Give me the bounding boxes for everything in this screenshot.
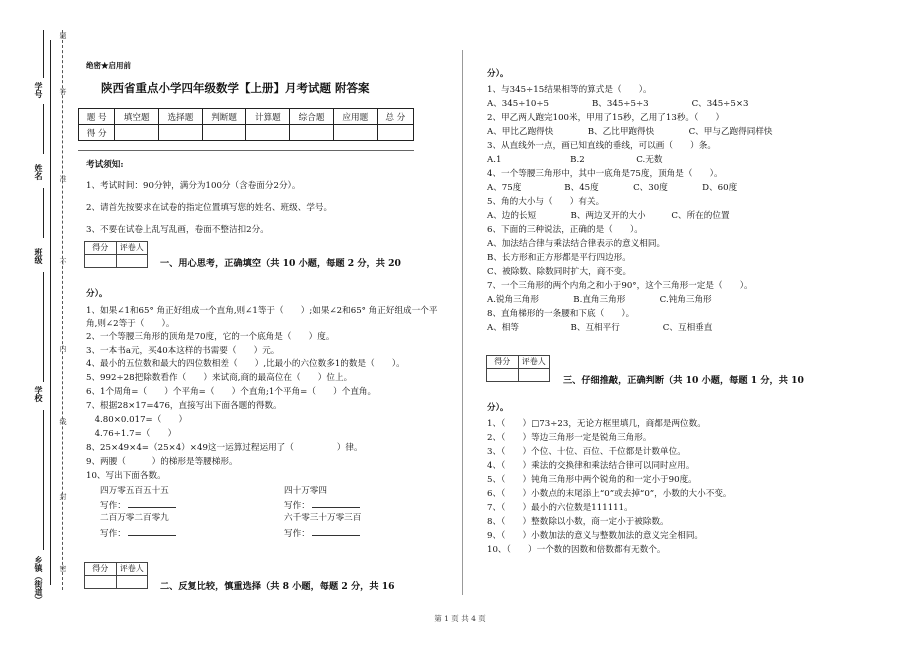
question-line: 10、写出下面各数。 [86, 471, 166, 481]
section2-heading-cont: 分）。 [487, 69, 509, 79]
question-line: 4、最小的五位数和最大的四位数相差（ ）,比最小的六位数多1的数是（ ）。 [86, 359, 405, 369]
seal-char-3: 准 [59, 175, 67, 182]
write-label: 写作： [284, 529, 310, 539]
page-title: 陕西省重点小学四年级数学【上册】月考试题 附答案 [101, 81, 370, 95]
write-answer [284, 528, 360, 539]
write-label: 写作： [100, 529, 126, 539]
write-answer [100, 528, 176, 539]
label-township: 乡镇（街道） [34, 556, 44, 604]
grader-name-field[interactable] [518, 369, 550, 381]
question-line: 2、一个等腰三角形的顶角是70度，它的一个底角是（ ）度。 [86, 332, 335, 342]
choice-line: A、甲比乙跑得快 B、乙比甲跑得快 C、甲与乙跑得同样快 [487, 127, 773, 137]
answer-blank[interactable] [312, 528, 360, 536]
question-line: 5、992÷28把除数看作（ ）来试商,商的最高位在（ ）位上。 [86, 373, 353, 383]
label-class: 班级 [34, 248, 44, 264]
choice-line: 1、与345÷15结果相等的算式是（ ）。 [487, 85, 652, 95]
choice-line: A.锐角三角形 B.直角三角形 C.钝角三角形 [487, 295, 712, 305]
seal-char-7: 封 [59, 493, 67, 500]
name-field[interactable] [43, 188, 44, 238]
score-row-label: 得 分 [79, 125, 115, 141]
grader-box-2 [84, 562, 148, 589]
grader-name-field[interactable] [116, 576, 148, 588]
question-line: 3、一本书a元，买40本这样的书需要（ ）元。 [86, 346, 280, 356]
judge-line: 8、（ ）整数除以小数，商一定小于被除数。 [487, 517, 669, 527]
choice-line: B、长方形和正方形都是平行四边形。 [487, 253, 631, 263]
score-table-cell: 应用题 [333, 109, 377, 125]
label-school: 学校 [34, 386, 44, 402]
write-answer [100, 500, 176, 511]
score-table-cell: 综合题 [290, 109, 334, 125]
student-id-field-lower [43, 104, 44, 154]
choice-line: 7、一个三角形的两个内角之和小于90°，这个三角形一定是（ ）。 [487, 281, 753, 291]
notice-item: 2、请首先按要求在试卷的指定位置填写您的姓名、班级、学号。 [86, 203, 333, 213]
grader-label: 评卷人 [518, 356, 550, 368]
number-word: 四十万零四 [284, 486, 327, 496]
score-input-cell[interactable] [246, 125, 290, 141]
grader-score-label: 得分 [494, 357, 511, 366]
judge-line: 5、（ ）钝角三角形中两个锐角的和一定小于90度。 [487, 475, 697, 485]
score-table-cell: 总 分 [377, 109, 413, 125]
section2-heading: 二、反复比较，慎重选择（共 8 小题，每题 2 分，共 16 [160, 581, 395, 592]
judge-line: 10、（ ）一个数的因数和倍数都有无数个。 [487, 545, 666, 555]
score-table-row [79, 125, 414, 141]
choice-line: A、加法结合律与乘法结合律表示的意义相同。 [487, 239, 666, 249]
seal-char-2: 答 [59, 88, 67, 95]
grader-score-label: 得分 [92, 243, 109, 252]
grader-score-field[interactable] [85, 255, 116, 267]
grader-score-field[interactable] [85, 576, 116, 588]
grader-box-3 [486, 355, 550, 382]
question-line: 9、两腰（ ）的梯形是等腰梯形。 [86, 457, 238, 467]
notice-divider [78, 150, 414, 151]
seal-dashed-line [62, 30, 63, 590]
score-table [78, 108, 414, 141]
score-table-cell: 判断题 [202, 109, 246, 125]
choice-line: A、边的长短 B、两边叉开的大小 C、所在的位置 [487, 211, 730, 221]
question-line: 角,则∠2等于（ ）。 [86, 319, 175, 329]
choice-line: 4、一个等腰三角形中，其中一底角是75度，顶角是（ ）。 [487, 169, 723, 179]
score-table-cell: 计算题 [246, 109, 290, 125]
judge-line: 4、（ ）乘法的交换律和乘法结合律可以同时应用。 [487, 461, 695, 471]
seal-char-8: 密 [59, 565, 67, 572]
notice-heading: 考试须知: [86, 160, 124, 170]
score-input-cell[interactable] [202, 125, 246, 141]
binding-line [50, 40, 51, 585]
grader-score-label: 得分 [92, 564, 109, 573]
choice-line: 8、直角梯形的一条腰和下底（ ）。 [487, 309, 635, 319]
confidential-stamp: 绝密★启用前 [86, 61, 131, 70]
answer-blank[interactable] [128, 500, 176, 508]
answer-blank[interactable] [312, 500, 360, 508]
question-line: 7、根据28×17=476，直接写出下面各题的得数。 [86, 401, 282, 411]
school-field[interactable] [43, 410, 44, 550]
grader-name-field[interactable] [116, 255, 148, 267]
judge-line: 2、（ ）等边三角形一定是锐角三角形。 [487, 433, 652, 443]
write-label: 写作： [100, 501, 126, 511]
question-line: 6、1个周角=（ ）个平角=（ ）个直角;1个平角=（ ）个直角。 [86, 387, 377, 397]
number-word: 二百万零二百零九 [100, 513, 169, 523]
choice-line: 2、甲乙两人跑完100米，甲用了15秒，乙用了13秒。（ ） [487, 113, 725, 123]
score-table-cell: 填空题 [115, 109, 159, 125]
notice-item: 3、不要在试卷上乱写乱画，卷面不整洁扣2分。 [86, 225, 269, 235]
question-line: 4.76÷1.7=（ ） [86, 429, 177, 439]
grader-label: 评卷人 [116, 563, 148, 575]
write-answer [284, 500, 360, 511]
seal-char-4: 不 [59, 258, 67, 265]
grader-score-field[interactable] [487, 369, 518, 381]
seal-char-5: 内 [59, 345, 67, 352]
seal-char-1: 题 [59, 32, 67, 39]
judge-line: 6、（ ）小数点的末尾添上“0”或去掉“0”，小数的大小不变。 [487, 489, 732, 499]
choice-line: A、相等 B、互相平行 C、互相垂直 [487, 323, 713, 333]
judge-line: 7、（ ）最小的六位数是111111。 [487, 503, 633, 513]
question-line: 1、如果∠1和65° 角正好组成一个直角,则∠1等于（ ）;如果∠2和65° 角正好组成一个平 [86, 306, 438, 316]
section3-heading: 三、仔细推敲，正确判断（共 10 小题，每题 1 分，共 10 [563, 375, 804, 386]
choice-line: 3、从直线外一点，画已知直线的垂线，可以画（ ）条。 [487, 141, 716, 151]
section3-heading-cont: 分）。 [487, 403, 509, 413]
score-input-cell[interactable] [377, 125, 413, 141]
question-line: 4.80×0.017=（ ） [86, 415, 188, 425]
judge-line: 1、（ ）□73÷23，无论方框里填几，商都是两位数。 [487, 419, 706, 429]
page-footer: 第 1 页 共 4 页 [434, 614, 486, 623]
question-line: 8、25×49×4=（25×4）×49这一运算过程运用了（ ）律。 [86, 443, 363, 453]
choice-line: 6、下面的三种说法，正确的是（ ）。 [487, 225, 643, 235]
choice-line: A.1 B.2 C.无数 [487, 155, 663, 165]
choice-line: A、345÷10÷5 B、345÷5÷3 C、345÷5×3 [487, 99, 749, 109]
score-input-cell[interactable] [115, 125, 159, 141]
student-id-field[interactable] [43, 30, 44, 78]
score-table-header [79, 109, 414, 125]
number-word: 四万零五百五十五 [100, 486, 169, 496]
number-word: 六千零三十万零三百 [284, 513, 362, 523]
label-name: 姓名 [34, 164, 44, 180]
label-student-id: 学号 [34, 82, 44, 98]
answer-blank[interactable] [128, 528, 176, 536]
judge-line: 3、（ ）个位、十位、百位、千位都是计数单位。 [487, 447, 686, 457]
choice-line: 5、角的大小与（ ）有关。 [487, 197, 605, 207]
seal-char-6: 线 [59, 418, 67, 425]
score-input-cell[interactable] [159, 125, 203, 141]
judge-line: 9、（ ）小数加法的意义与整数加法的意义完全相同。 [487, 531, 704, 541]
choice-line: C、被除数、除数同时扩大，商不变。 [487, 267, 632, 277]
choice-line: A、75度 B、45度 C、30度 D、60度 [487, 183, 738, 193]
section1-heading: 一、用心思考，正确填空（共 10 小题，每题 2 分，共 20 [160, 258, 401, 269]
score-input-cell[interactable] [333, 125, 377, 141]
grader-label: 评卷人 [116, 242, 148, 254]
notice-item: 1、考试时间：90分钟，满分为100分（含卷面分2分）。 [86, 181, 301, 191]
write-label: 写作： [284, 501, 310, 511]
column-divider [462, 50, 463, 595]
class-field[interactable] [43, 272, 44, 382]
score-table-cell: 选择题 [159, 109, 203, 125]
section1-heading-cont: 分）。 [86, 289, 108, 299]
grader-box-1 [84, 241, 148, 268]
score-table-cell: 题 号 [79, 109, 115, 125]
score-input-cell[interactable] [290, 125, 334, 141]
